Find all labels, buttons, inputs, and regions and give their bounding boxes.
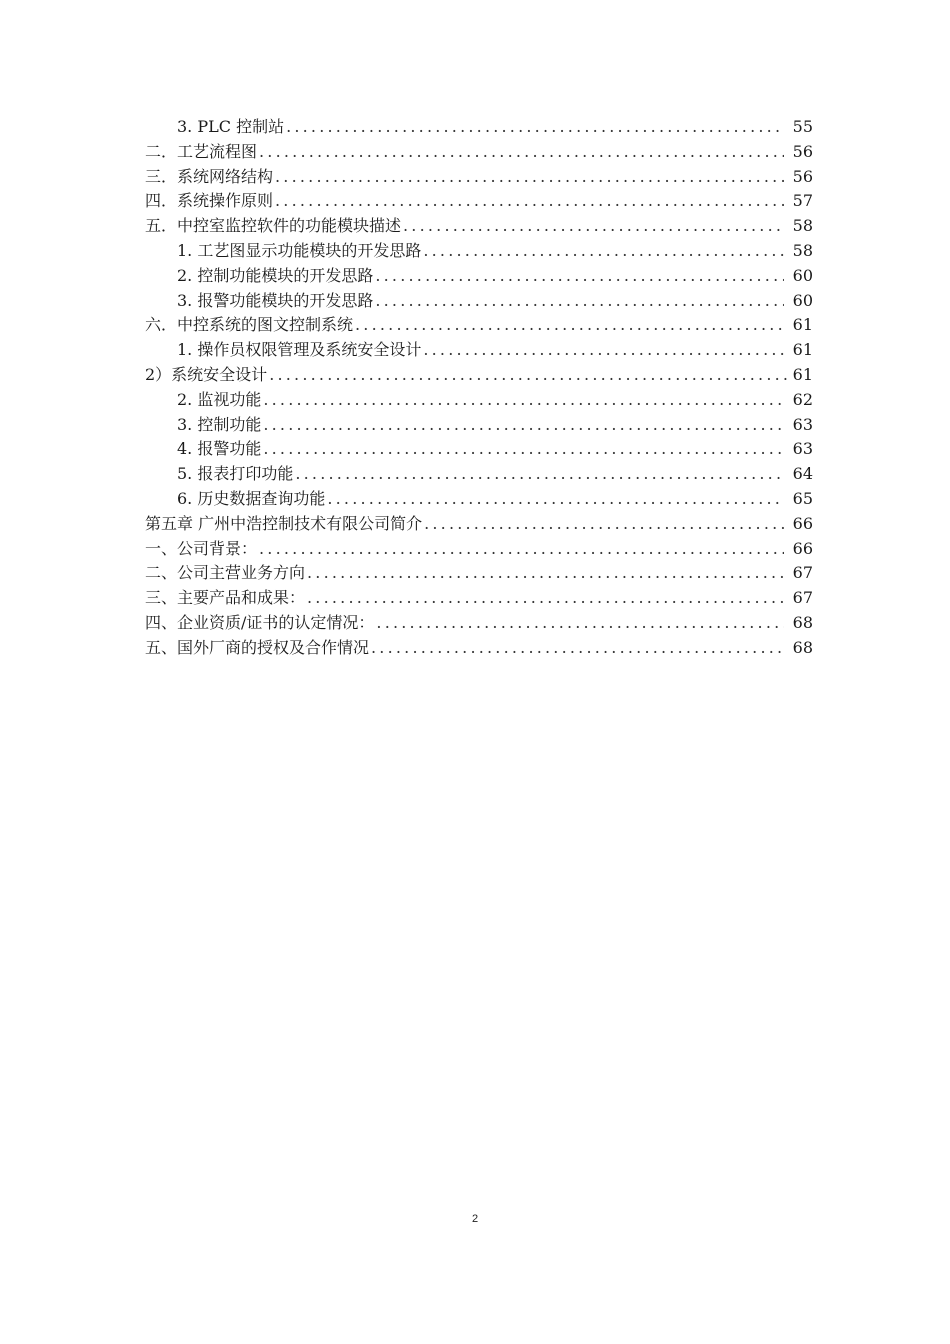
toc-entry[interactable]	[145, 189, 813, 214]
toc-entry[interactable]	[145, 214, 813, 239]
toc-entry-label: 1. 工艺图显示功能模块的开发思路	[177, 240, 422, 260]
toc-entry-page: 58	[792, 216, 813, 236]
dot-leader	[371, 636, 784, 661]
toc-entry-page: 58	[792, 240, 813, 260]
toc-entry-label: 4. 报警功能	[177, 439, 262, 459]
toc-entry-label: 四、企业资质/证书的认定情况：	[145, 612, 375, 632]
dot-leader	[375, 289, 784, 314]
toc-entry[interactable]	[145, 264, 813, 289]
toc-entry-page: 67	[792, 563, 813, 583]
toc-entry-label: 第五章 广州中浩控制技术有限公司简介	[145, 513, 423, 533]
toc-entry[interactable]	[145, 537, 813, 562]
toc-entry[interactable]	[145, 437, 813, 462]
toc-entry[interactable]	[145, 289, 813, 314]
toc-entry[interactable]	[145, 239, 813, 264]
dot-leader	[424, 512, 788, 537]
dot-leader	[376, 611, 784, 636]
toc-entry[interactable]	[145, 561, 813, 586]
toc-entry-label: 1. 操作员权限管理及系统安全设计	[177, 340, 422, 360]
dot-leader	[423, 338, 784, 363]
toc-entry-label: 5. 报表打印功能	[177, 464, 294, 484]
dot-leader	[327, 487, 784, 512]
toc-entry-page: 67	[792, 588, 813, 608]
toc-entry-page: 55	[792, 117, 813, 136]
toc-entry-label: 三．系统网络结构	[145, 166, 274, 186]
dot-leader	[259, 537, 784, 562]
dot-leader	[275, 165, 784, 190]
dot-leader	[263, 413, 784, 438]
toc-entry-page: 68	[792, 612, 813, 632]
toc-entry[interactable]	[145, 487, 813, 512]
dot-leader	[286, 115, 784, 140]
toc-entry[interactable]	[145, 313, 813, 338]
toc-entry-page: 61	[792, 340, 813, 360]
dot-leader	[275, 189, 784, 214]
toc-entry[interactable]	[145, 636, 813, 661]
toc-entry-label: 四．系统操作原则	[145, 191, 274, 211]
dot-leader	[307, 561, 784, 586]
toc-entry-label: 2. 控制功能模块的开发思路	[177, 265, 374, 285]
dot-leader	[307, 586, 784, 611]
dot-leader	[375, 264, 784, 289]
toc-entry-label: 三、主要产品和成果：	[145, 588, 306, 608]
toc-entry-page: 66	[792, 538, 813, 558]
dot-leader	[263, 388, 784, 413]
toc-entry[interactable]	[145, 388, 813, 413]
toc-entry-page: 57	[792, 191, 813, 211]
toc-entry[interactable]	[145, 338, 813, 363]
dot-leader	[269, 363, 788, 388]
toc-entry-page: 60	[792, 265, 813, 285]
toc-entry[interactable]	[145, 115, 813, 140]
toc-entry-label: 五．中控室监控软件的功能模块描述	[145, 216, 402, 236]
toc-entry-label: 3. 报警功能模块的开发思路	[177, 290, 374, 310]
toc-entry-label: 二．工艺流程图	[145, 141, 258, 161]
dot-leader	[403, 214, 784, 239]
dot-leader	[263, 437, 784, 462]
toc-entry-page: 56	[792, 166, 813, 186]
toc-entry-label: 3. PLC 控制站	[177, 117, 285, 136]
page-number: 2	[471, 1213, 479, 1225]
toc-entry[interactable]	[145, 140, 813, 165]
toc-entry[interactable]	[145, 165, 813, 190]
dot-leader	[355, 313, 784, 338]
toc-entry-page: 63	[792, 439, 813, 459]
toc-entry-label: 2. 监视功能	[177, 389, 262, 409]
toc-entry-page: 63	[792, 414, 813, 434]
toc-entry-label: 6. 历史数据查询功能	[177, 488, 326, 508]
toc-entry[interactable]	[145, 512, 813, 537]
toc-entry-label: 五、国外厂商的授权及合作情况	[145, 637, 370, 657]
toc-entry[interactable]	[145, 413, 813, 438]
toc-entry[interactable]	[145, 363, 813, 388]
toc-entry-label: 二、公司主营业务方向	[145, 563, 306, 583]
dot-leader	[423, 239, 784, 264]
toc-entry-label: 六．中控系统的图文控制系统	[145, 315, 354, 335]
toc-entry-page: 66	[792, 513, 813, 533]
dot-leader	[295, 462, 784, 487]
toc-entry[interactable]	[145, 586, 813, 611]
table-of-contents	[145, 115, 813, 661]
toc-entry-page: 56	[792, 141, 813, 161]
toc-entry-page: 68	[792, 637, 813, 657]
toc-entry-page: 62	[792, 389, 813, 409]
toc-entry-page: 61	[792, 315, 813, 335]
toc-entry[interactable]	[145, 462, 813, 487]
toc-entry-page: 65	[792, 488, 813, 508]
toc-entry-page: 61	[792, 364, 813, 384]
toc-entry-page: 60	[792, 290, 813, 310]
toc-entry-label: 2）系统安全设计	[145, 364, 268, 384]
toc-entry-label: 3. 控制功能	[177, 414, 262, 434]
toc-entry-label: 一、公司背景：	[145, 538, 258, 558]
dot-leader	[259, 140, 784, 165]
toc-entry[interactable]	[145, 611, 813, 636]
toc-entry-page: 64	[792, 464, 813, 484]
